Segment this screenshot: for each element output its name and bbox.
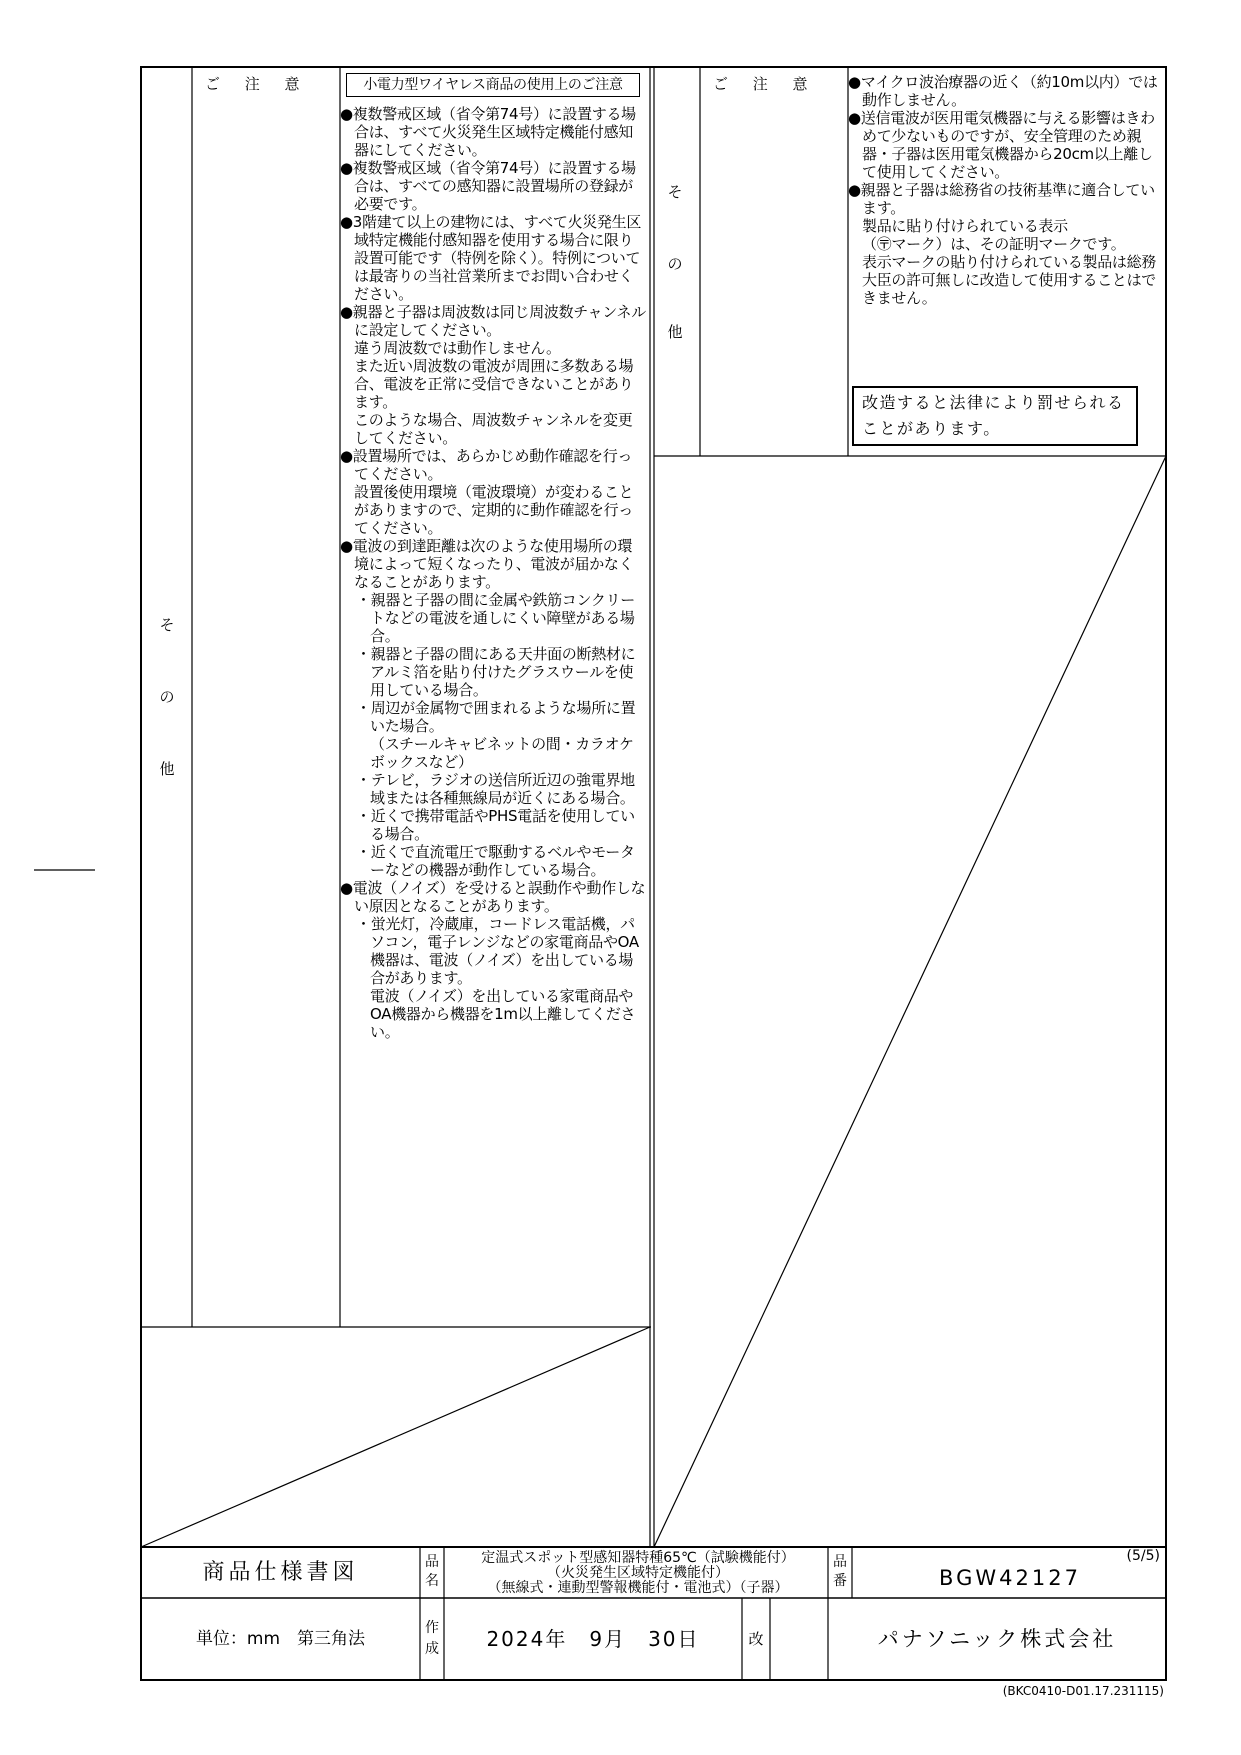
- sub-bullet: ・テレビ，ラジオの送信所近辺の強電界地域または各種無線局が近くにある場合。: [356, 771, 635, 807]
- product-line-3: （無線式・連動型警報機能付・電池式）（子器）: [487, 1580, 789, 1596]
- left-side-label: [158, 614, 176, 779]
- created-label: 作成: [425, 1620, 439, 1657]
- revision-label: 改: [748, 1630, 764, 1648]
- product-line-2: （火災発生区域特定機能付）: [547, 1565, 729, 1581]
- page-indicator: (5/5): [1126, 1548, 1160, 1564]
- side-char: そ: [159, 616, 175, 634]
- left-caution-header: ご 注 意: [205, 75, 310, 93]
- left-box-title: [346, 73, 640, 97]
- sub-bullet: ・近くで直流電圧で駆動するベルやモーターなどの機器が動作している場合。: [356, 843, 635, 879]
- notice-paragraph: （〶マーク）は、その証明マークです。: [862, 235, 1126, 253]
- number-label: 品番: [833, 1554, 847, 1589]
- product-name: [448, 1551, 828, 1596]
- notice-paragraph: 製品に貼り付けられている表示: [862, 217, 1068, 235]
- legal-warning-box: [852, 386, 1138, 446]
- side-char: の: [667, 255, 683, 273]
- side-char: 他: [667, 323, 683, 341]
- notice-paragraph: ●親器と子器は総務省の技術基準に適合しています。: [848, 181, 1155, 217]
- left-notice-body: [340, 105, 646, 1041]
- notice-paragraph: 設置後使用環境（電波環境）が変わることがありますので、定期的に動作確認を行ってください。: [354, 483, 634, 537]
- right-notice-body: [848, 73, 1162, 307]
- side-char: の: [159, 688, 175, 706]
- legal-warning-text: 改造すると法律により罰せられることがあります。: [862, 393, 1125, 438]
- notice-paragraph: また近い周波数の電波が周囲に多数ある場合、電波を正常に受信できないことがあります。: [354, 357, 634, 411]
- sub-bullet: ・親器と子器の間に金属や鉄筋コンクリートなどの電波を通しにくい障壁がある場合。: [356, 591, 636, 645]
- side-char: そ: [667, 183, 683, 201]
- notice-paragraph: ●親器と子器は周波数は同じ周波数チャンネルに設定してください。: [340, 303, 646, 339]
- doc-type: 商品仕様書図: [202, 1560, 359, 1585]
- right-side-label: [666, 181, 684, 342]
- footer-code: (BKC0410-D01.17.231115): [1002, 1684, 1164, 1698]
- notice-paragraph: ●3階建て以上の建物には、すべて火災発生区域特定機能付感知器を使用する場合に限り設置可能です（特例を除く）。特例については最寄りの当社営業所までお問い合わせください。: [340, 213, 642, 303]
- notice-paragraph: 違う周波数では動作しません。: [354, 339, 561, 357]
- notice-paragraph: ●複数警戒区域（省令第74号）に設置する場合は、すべての感知器に設置場所の登録が必要です。: [340, 159, 636, 213]
- box-title-text: 小電力型ワイヤレス商品の使用上のご注意: [363, 77, 623, 93]
- notice-paragraph: ●電波（ノイズ）を受けると誤動作や動作しない原因となることがあります。: [340, 879, 646, 915]
- notice-paragraph: ●複数警戒区域（省令第74号）に設置する場合は、すべて火災発生区域特定機能付感知器にしてください。: [340, 105, 636, 159]
- sub-bullet: ・蛍光灯，冷蔵庫，コードレス電話機，パソコン，電子レンジなどの家電商品やOA機器は、電波（ノイズ）を出している場合があります。: [356, 915, 639, 987]
- sub-bullet: （スチールキャビネットの間・カラオケボックスなど）: [370, 735, 634, 771]
- right-caution-header: ご 注 意: [713, 75, 818, 93]
- name-label: 品名: [425, 1554, 439, 1589]
- notice-paragraph: このような場合、周波数チャンネルを変更してください。: [354, 411, 633, 447]
- creation-date: 2024年 9月 30日: [486, 1627, 700, 1651]
- notice-paragraph: ●送信電波が医用電気機器に与える影響はきわめて少ないものですが、安全管理のため親器・子器は医用電気機器から20cm以上離して使用してください。: [848, 109, 1155, 181]
- sub-bullet: ・周辺が金属物で囲まれるような場所に置いた場合。: [356, 699, 636, 735]
- product-number: BGW42127: [939, 1566, 1081, 1590]
- sub-bullet: 電波（ノイズ）を出している家電商品やOA機器から機器を1m以上離してください。: [370, 987, 636, 1041]
- notice-paragraph: ●電波の到達距離は次のような使用場所の環境によって短くなったり、電波が届かなくなることがあります。: [340, 537, 634, 591]
- notice-paragraph: ●マイクロ波治療器の近く（約10m以内）では動作しません。: [848, 73, 1158, 109]
- product-line-1: 定温式スポット型感知器特種65℃（試験機能付）: [481, 1550, 795, 1566]
- unit-method: 単位：mm 第三角法: [195, 1629, 366, 1649]
- sub-bullet: ・近くで携帯電話やPHS電話を使用している場合。: [356, 807, 635, 843]
- notice-paragraph: ●設置場所では、あらかじめ動作確認を行ってください。: [340, 447, 633, 483]
- notice-paragraph: 表示マークの貼り付けられている製品は総務大臣の許可無しに改造して使用することはできません。: [862, 253, 1157, 307]
- side-char: 他: [159, 760, 175, 778]
- company-name: パナソニック株式会社: [877, 1627, 1117, 1651]
- sub-bullet: ・親器と子器の間にある天井面の断熱材にアルミ箔を貼り付けたグラスウールを使用している場合。: [356, 645, 636, 699]
